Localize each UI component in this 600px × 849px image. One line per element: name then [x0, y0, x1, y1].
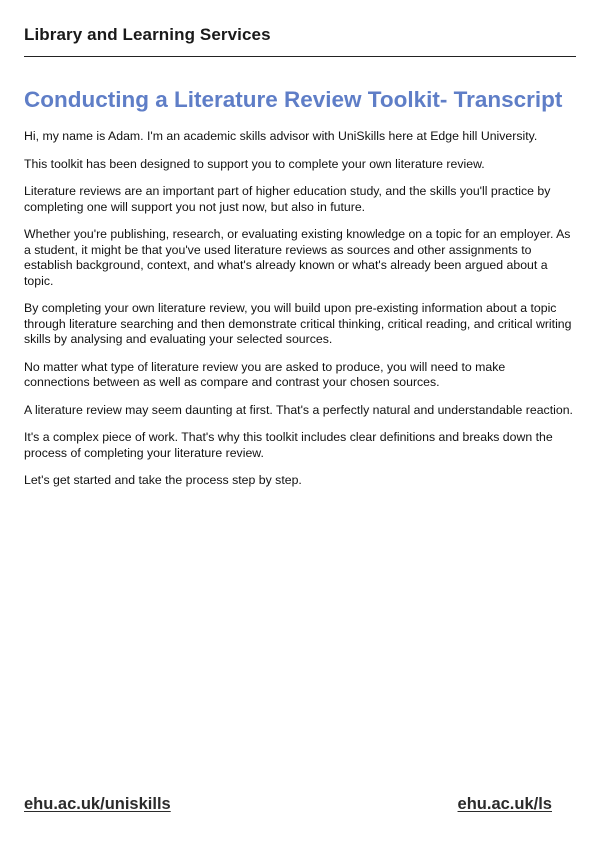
paragraph-skills: By completing your own literature review, you will build upon pre-existing information about a topic through literature searching and then demonstrate critical thinking, critical reading, and critical writing skills by analysing and evaluating your selected sources.: [24, 301, 572, 346]
paragraph-purpose: This toolkit has been designed to support you to complete your own literature review.: [24, 156, 485, 171]
paragraph-intro: Hi, my name is Adam. I'm an academic skills advisor with UniSkills here at Edge hill University.: [24, 129, 538, 143]
paragraph-daunting: A literature review may seem daunting at first. That's a perfectly natural and understandable reaction.: [24, 402, 573, 417]
transcript-body: [24, 129, 574, 501]
paragraph-get-started: Let's get started and take the process step by step.: [24, 473, 302, 487]
paragraph-importance: Literature reviews are an important part of higher education study, and the skills you'll practice by completing one will support you not just now, but also in future.: [24, 184, 551, 214]
document-title: Conducting a Literature Review Toolkit- Transcript: [24, 87, 563, 112]
paragraph-uses: Whether you're publishing, research, or evaluating existing knowledge on a topic for an employer. As a student, it might be that you've used literature reviews as sources and other assignments to establish background, context, and what's already known or what's already been argued about a topic.: [24, 227, 571, 288]
paragraph-connections: No matter what type of literature review you are asked to produce, you will need to make connections between as well as compare and contrast your chosen sources.: [24, 359, 506, 389]
header-divider: [24, 56, 576, 57]
header-title: Library and Learning Services: [24, 25, 271, 44]
paragraph-complex: It's a complex piece of work. That's why this toolkit includes clear definitions and breaks down the process of completing your literature review.: [24, 430, 553, 460]
library-services-link[interactable]: ehu.ac.uk/ls: [457, 795, 552, 813]
uniskills-link[interactable]: ehu.ac.uk/uniskills: [24, 795, 171, 813]
